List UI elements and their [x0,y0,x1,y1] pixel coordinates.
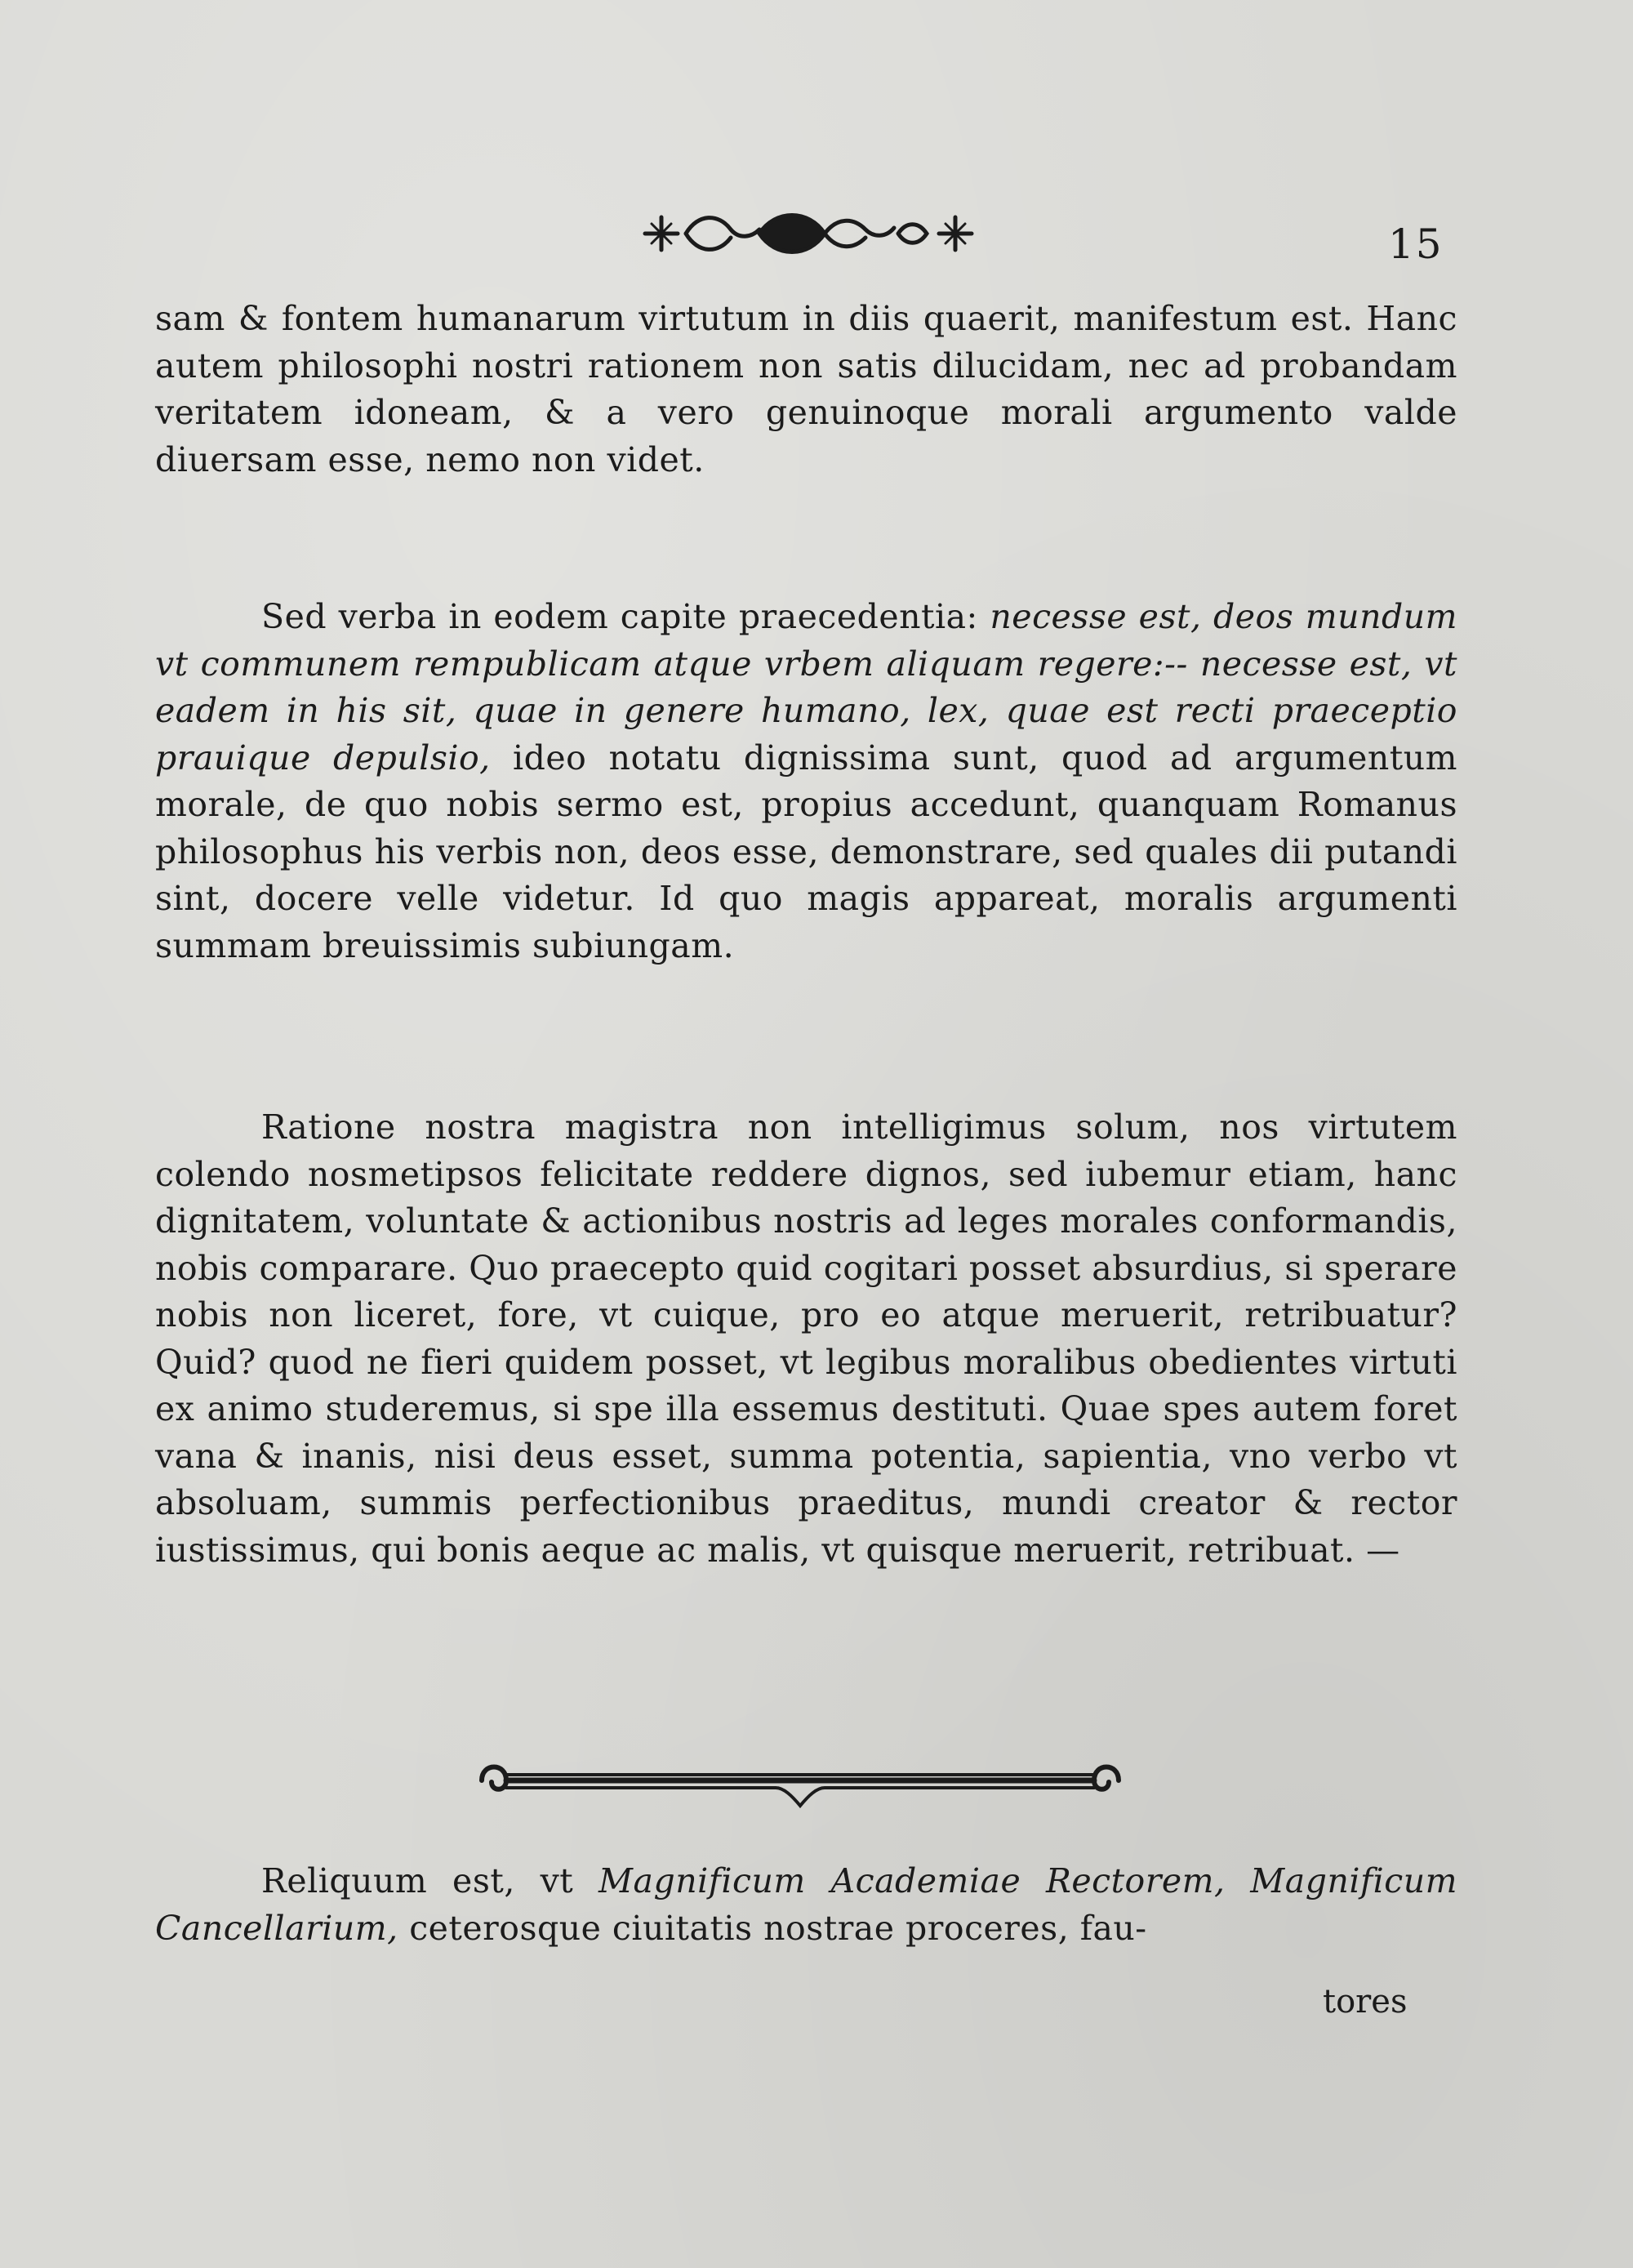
paragraph-4-titles: Magnificum Academiae Rectorem, Magnificum Cancellarium, [155,1861,1457,1948]
closing-text [155,1858,1457,1952]
main-text [155,296,1457,1713]
scroll-rule-icon [449,1744,1151,1817]
paragraph-2 [155,594,1457,1063]
page-number: 15 [1388,221,1444,268]
paragraph-4-continuation: ceterosque ciuitatis nostrae proceres, fau- [398,1908,1147,1948]
paragraph-2-quotation: necesse est, deos mundum vt communem rempublicam atque vrbem aliquam regere:-- necesse est, vt eadem in his sit, quae in genere humano, lex, quae est recti praeceptio prauique depulsio, [155,597,1458,778]
printer-ornament-icon [629,201,988,266]
paragraph-3: Ratione nostra magistra non intelligimus solum, nos virtutem colendo nosmetipsos felicitate reddere dignos, sed iubemur etiam, hanc dignitatem, voluntate & actionibus nostris ad leges morales conformandis, nobis comparare. Quo praecepto quid cogitari posset absurdius, si sperare nobis non liceret, fore, vt cuique, pro eo atque meruerit, retribuatur? Quid? quod ne fieri quidem posset, vt legibus moralibus obedientes virtuti ex animo studeremus, si spe illa essemus destituti. Quae spes autem foret vana & inanis, nisi deus esset, summa potentia, sapientia, vno verbo vt absoluam, summis perfectionibus praeditus, mundi creator & rector iustissimus, qui bonis aeque ac malis, vt quisque meruerit, retribuat. — [155,1107,1457,1570]
paragraph-1: sam & fontem humanarum virtutum in diis quaerit, manifestum est. Hanc autem philosophi nostri rationem non satis dilucidam, nec ad probandam veritatem idoneam, & a vero genuinoque morali argumento valde diuersam esse, nemo non videt. [155,299,1457,479]
catchword: tores [1323,1983,1408,2021]
paragraph-4-intro: Reliquum est, vt [261,1861,599,1900]
paragraph-4 [155,1858,1457,1952]
paragraph-2-intro: Sed verba in eodem capite praecedentia: [261,597,990,636]
paragraph-2-continuation: ideo notatu dignissima sunt, quod ad argumentum morale, de quo nobis sermo est, propius accedunt, quanquam Romanus philosophus his verbis non, deos esse, demonstrare, sed quales dii putandi sint, docere velle videtur. Id quo magis appareat, moralis argumenti summam breuissimis subiungam. [155,737,1457,965]
